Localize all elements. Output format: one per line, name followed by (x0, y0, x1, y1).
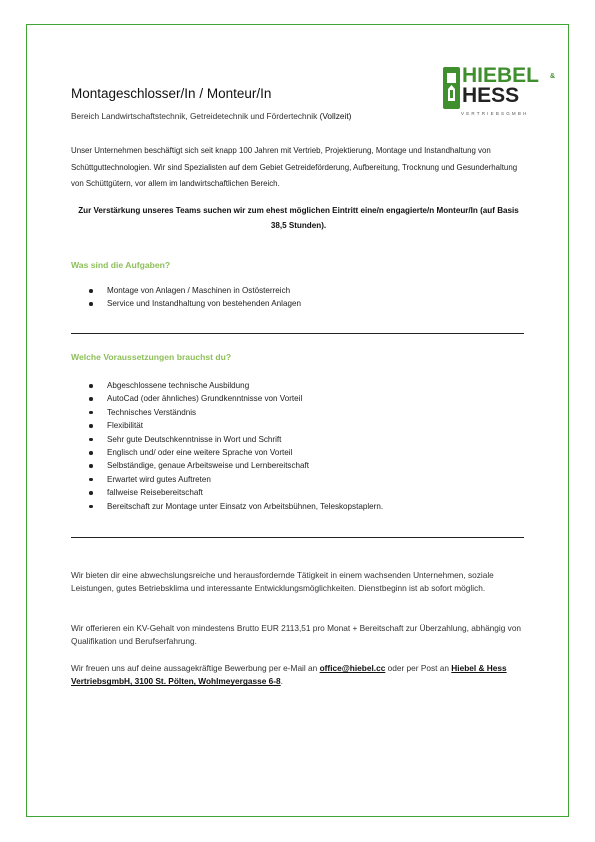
requirements-list (71, 379, 526, 513)
bullet-icon (89, 438, 93, 442)
bullet-icon (89, 451, 93, 455)
email-link[interactable]: office@hiebel.cc (319, 663, 386, 673)
list-item (71, 459, 526, 472)
hiring-highlight: Zur Verstärkung unseres Teams suchen wir zum ehest möglichen Eintritt eine/n engagierte/n Monteur/In (auf Basis 38,5 Stunden). (78, 206, 519, 230)
requirement-text: Bereitschaft zur Montage unter Einsatz von Arbeitsbühnen, Teleskopstaplern. (107, 501, 384, 511)
requirement-text: Abgeschlossene technische Ausbildung (107, 381, 250, 390)
logo-word-hess: HESS (462, 84, 520, 107)
company-logo (443, 64, 561, 117)
contact-end: . (280, 676, 283, 687)
contact-paragraph (71, 662, 531, 689)
bullet-icon (89, 302, 93, 306)
bullet-icon (89, 411, 93, 415)
postal-address: Hiebel & Hess VertriebsgmbH, 3100 St. Pölten, Wohlmeyergasse 6-8 (71, 663, 507, 687)
contact-middle: oder per Post an (385, 663, 452, 673)
list-item (71, 433, 526, 446)
requirement-text: Englisch und/ oder eine weitere Sprache von Vorteil (107, 448, 293, 458)
company-intro: Unser Unternehmen beschäftigt sich seit knapp 100 Jahren mit Vertrieb, Projektierung, Montage und Instandhaltung von Schüttguttechnologien. Wir sind Spezialisten auf dem Gebiet Getreideförderung, Aufbereitung, Trocknung und Gesunderhaltung von Schüttgütern, vor allem im landwirtschaftlichen Bereich. (71, 146, 518, 188)
contact-lead: Wir freuen uns auf deine aussagekräftige Bewerbung per e-Mail an (71, 663, 320, 673)
offer-paragraph: Wir bieten dir eine abwechslungsreiche und herausfordernde Tätigkeit in einem wachsenden Unternehmen, soziale Leistungen, gutes Betriebsklima und interessante Entwicklungsmöglichkeiten. Dienstbeginn ist ab sofort möglich. (71, 570, 494, 594)
bullet-icon (89, 478, 93, 482)
list-item (71, 473, 526, 486)
requirement-text: Sehr gute Deutschkenntnisse in Wort und Schrift (107, 434, 282, 444)
salary-paragraph: Wir offerieren ein KV-Gehalt von mindestens Brutto EUR 2113,51 pro Monat + Bereitschaft zur Überzahlung, abhängig von Qualifikation und Berufserfahrung. (71, 623, 522, 647)
bullet-icon (89, 505, 93, 509)
logo-emblem-icon (443, 67, 460, 109)
tasks-list (71, 284, 526, 311)
requirement-text: Technisches Verständnis (107, 407, 197, 417)
bullet-icon (89, 384, 93, 388)
tasks-heading: Was sind die Aufgaben? (71, 260, 171, 270)
list-item (71, 500, 526, 513)
list-item (71, 297, 526, 310)
job-title: Montageschlosser/In / Monteur/In (71, 86, 272, 101)
divider (71, 333, 524, 334)
task-text: Montage von Anlagen / Maschinen in Ostösterreich (107, 286, 291, 295)
bullet-icon (89, 289, 93, 293)
requirement-text: Erwartet wird gutes Auftreten (107, 474, 211, 484)
task-text: Service und Instandhaltung von bestehenden Anlagen (107, 299, 301, 309)
bullet-icon (89, 424, 93, 428)
requirement-text: fallweise Reisebereitschaft (107, 488, 203, 498)
job-subtitle (71, 111, 351, 121)
list-item (71, 446, 526, 459)
bullet-icon (89, 397, 93, 401)
list-item (71, 284, 526, 297)
divider (71, 537, 524, 538)
requirement-text: Flexibilität (107, 421, 143, 431)
employment-type: (Vollzeit) (319, 111, 352, 121)
list-item (71, 406, 526, 419)
bullet-icon (89, 464, 93, 468)
requirements-heading: Welche Voraussetzungen brauchst du? (71, 352, 232, 362)
list-item (71, 419, 526, 432)
logo-word-hiebel: HIEBEL (462, 64, 540, 87)
list-item (71, 486, 526, 499)
requirement-text: AutoCad (oder ähnliches) Grundkenntnisse von Vorteil (107, 394, 303, 404)
bullet-icon (89, 491, 93, 495)
list-item (71, 379, 526, 392)
requirement-text: Selbständige, genaue Arbeitsweise und Lernbereitschaft (107, 461, 310, 471)
subtitle-text: Bereich Landwirtschaftstechnik, Getreidetechnik und Fördertechnik (71, 111, 320, 121)
list-item (71, 392, 526, 405)
logo-ampersand: & (550, 73, 556, 80)
logo-tagline: VERTRIEBSGMBH (461, 111, 529, 116)
